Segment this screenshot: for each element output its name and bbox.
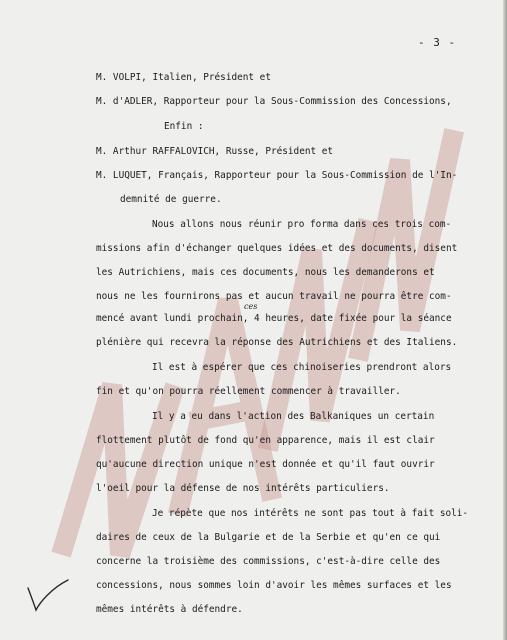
text-line: mêmes intérêts à défendre. <box>96 604 243 615</box>
text-line: M. d'ADLER, Rapporteur pour la Sous-Commission des Concessions, <box>96 96 452 107</box>
text-line: Je répète que nos intérêts ne sont pas tout à fait soli- <box>152 508 469 519</box>
text-line: qu'aucune direction unique n'est donnée et qu'il faut ouvrir <box>96 459 435 470</box>
text-line: mencé avant lundi prochain, 4 heures, date fixée pour la séance <box>96 313 452 324</box>
text-line: plénière qui recevra la réponse des Autrichiens et des Italiens. <box>96 337 458 348</box>
text-line: concerne la troisième des commissions, c'est-à-dire celle des <box>96 556 441 567</box>
text-line: l'oeil pour la défense de nos intérêts particuliers. <box>96 483 390 494</box>
text-line: M. LUQUET, Français, Rapporteur pour la Sous-Commission de l'In- <box>96 170 458 181</box>
text-line: missions afin d'échanger quelques idées et des documents, disent <box>96 243 458 254</box>
text-line: les Autrichiens, mais ces documents, nous les demanderons et <box>96 267 435 278</box>
page-number: - 3 - <box>418 36 457 49</box>
text-line: nous ne les fournirons pas et aucun travail ne pourra être com- <box>96 291 452 302</box>
text-line: concessions, nous sommes loin d'avoir les mêmes surfaces et les <box>96 580 452 591</box>
text-line: Nous allons nous réunir pro forma dans ces trois com- <box>152 219 452 230</box>
text-line: Enfin : <box>164 121 204 132</box>
text-line: Il y a eu dans l'action des Balkaniques un certain <box>152 411 435 422</box>
text-line: Il est à espérer que ces chinoiseries prendront alors <box>152 362 452 373</box>
handwritten-insertion: ces <box>244 302 258 311</box>
text-line: demnité de guerre. <box>120 194 222 205</box>
page-edge-shadow <box>503 0 507 640</box>
handwritten-check-mark <box>22 578 72 618</box>
text-line: daires de ceux de la Bulgarie et de la Serbie et qu'en ce qui <box>96 532 441 543</box>
text-line: fin et qu'on pourra réellement commencer à travailler. <box>96 386 401 397</box>
text-line: M. VOLPI, Italien, Président et <box>96 72 271 83</box>
text-line: flottement plutôt de fond qu'en apparence, mais il est clair <box>96 435 435 446</box>
text-line: M. Arthur RAFFALOVICH, Russe, Président et <box>96 146 334 157</box>
